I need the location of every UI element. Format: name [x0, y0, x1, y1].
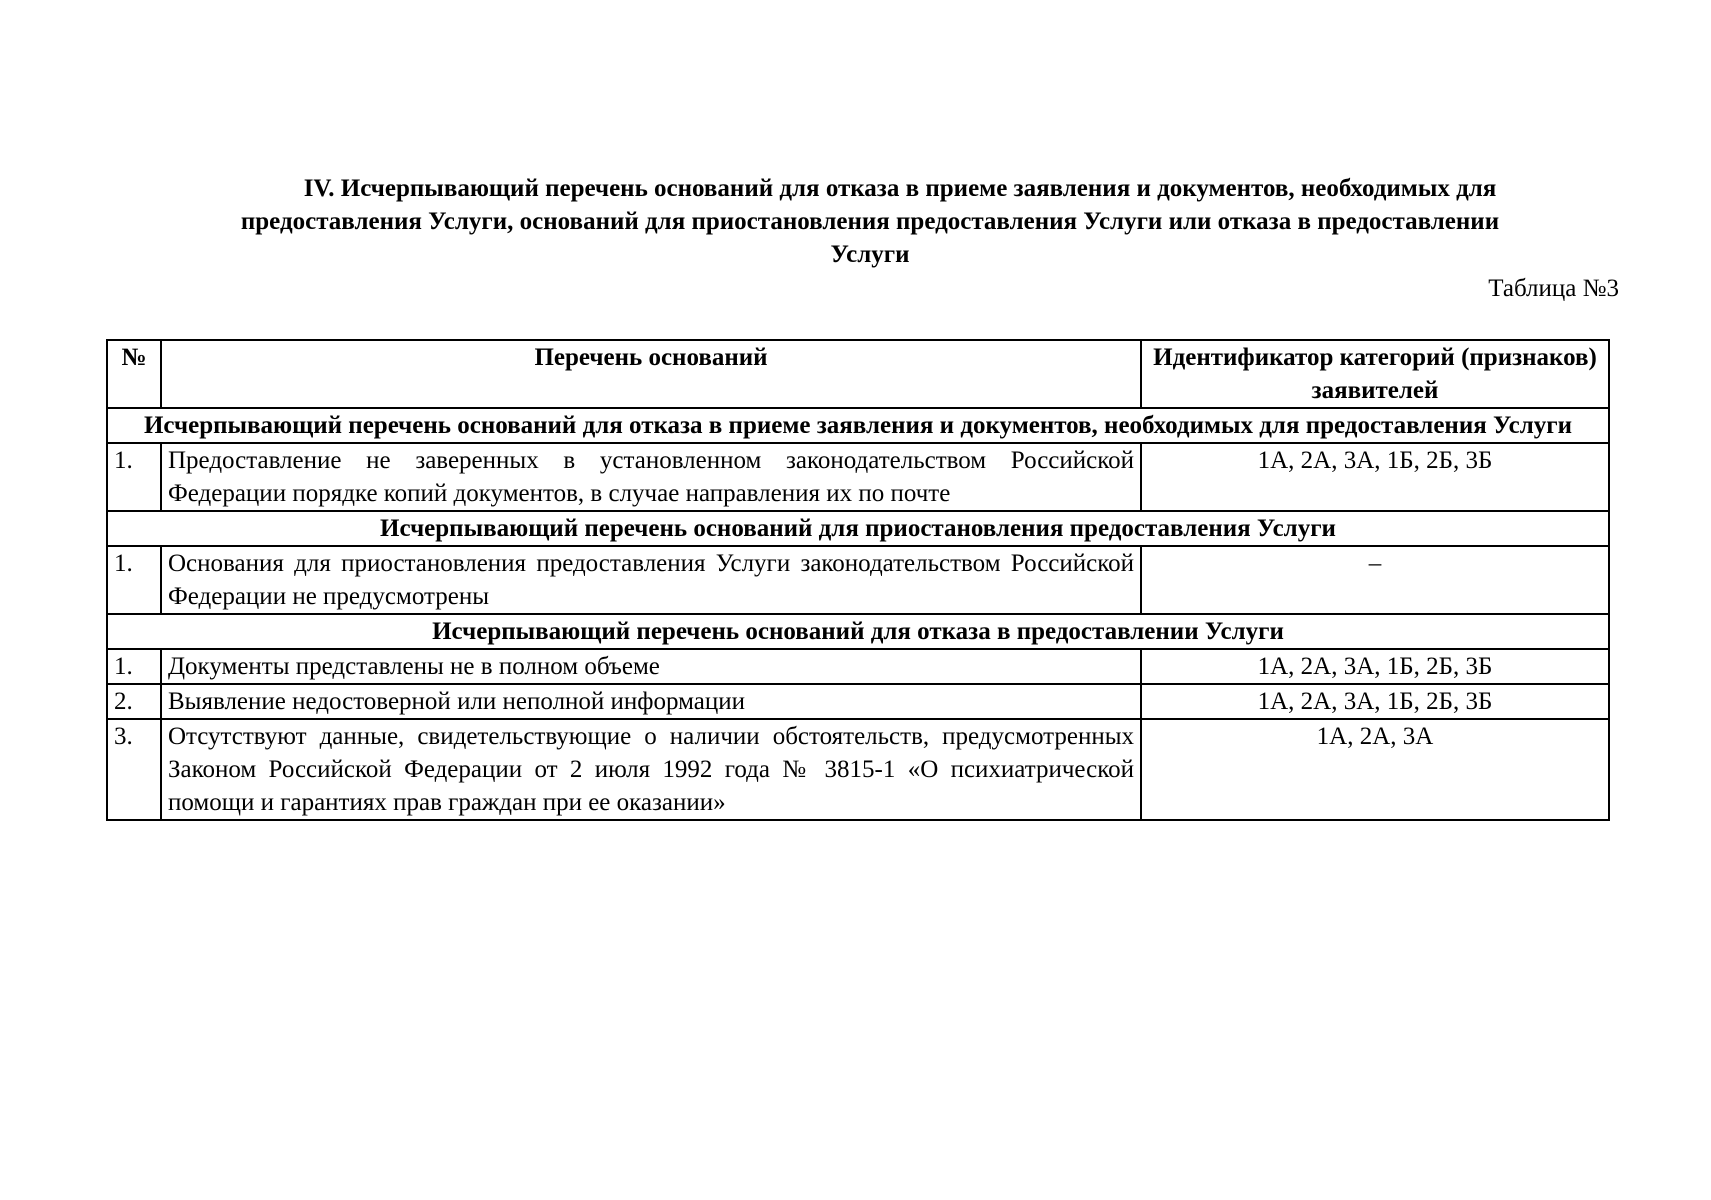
header-grounds: Перечень оснований — [161, 340, 1141, 408]
heading-line-1: IV. Исчерпывающий перечень оснований для отказа в приеме заявления и документов, необходимых для — [303, 175, 1497, 202]
row-ground-text: Отсутствуют данные, свидетельствующие о наличии обстоятельств, предусмотренных Законом Российской Федерации от 2 июля 1992 года № 3815-1 «О психиатрической помощи и гарантиях прав граждан при ее оказании» — [161, 719, 1141, 820]
row-applicant-ids: 1А, 2А, 3А, 1Б, 2Б, 3Б — [1141, 649, 1609, 684]
row-number: 3. — [107, 719, 161, 820]
row-ground-text: Основания для приостановления предоставления Услуги законодательством Российской Федерации не предусмотрены — [161, 546, 1141, 614]
row-ground-text: Предоставление не заверенных в установленном законодательством Российской Федерации порядке копий документов, в случае направления их по почте — [161, 443, 1141, 511]
section-title-refusal-acceptance: Исчерпывающий перечень оснований для отказа в приеме заявления и документов, необходимых для предоставления Услуги — [107, 408, 1609, 443]
row-number: 1. — [107, 443, 161, 511]
header-applicant-ids: Идентификатор категорий (признаков) заявителей — [1141, 340, 1609, 408]
section-row — [107, 614, 1609, 649]
table-row — [107, 719, 1609, 820]
row-ground-text: Выявление недостоверной или неполной информации — [161, 684, 1141, 719]
row-number: 1. — [107, 649, 161, 684]
grounds-table — [106, 339, 1610, 821]
row-ground-text: Документы представлены не в полном объеме — [161, 649, 1141, 684]
section-title-refusal-service: Исчерпывающий перечень оснований для отказа в предоставлении Услуги — [107, 614, 1609, 649]
table-header-row — [107, 340, 1609, 408]
table-row — [107, 443, 1609, 511]
section-title-suspension: Исчерпывающий перечень оснований для приостановления предоставления Услуги — [107, 511, 1609, 546]
row-number: 2. — [107, 684, 161, 719]
row-number: 1. — [107, 546, 161, 614]
row-applicant-ids: 1А, 2А, 3А, 1Б, 2Б, 3Б — [1141, 443, 1609, 511]
row-applicant-ids: 1А, 2А, 3А — [1141, 719, 1609, 820]
section-row — [107, 408, 1609, 443]
heading-line-2: предоставления Услуги, оснований для приостановления предоставления Услуги или отказа в предоставлении — [240, 208, 1500, 235]
row-applicant-ids: 1А, 2А, 3А, 1Б, 2Б, 3Б — [1141, 684, 1609, 719]
heading-line-3: Услуги — [830, 241, 910, 268]
table-row — [107, 546, 1609, 614]
section-heading — [130, 172, 1610, 271]
table-row — [107, 684, 1609, 719]
table-row — [107, 649, 1609, 684]
row-applicant-ids: – — [1141, 546, 1609, 614]
header-number: № — [107, 340, 161, 408]
table-caption: Таблица №3 — [1488, 275, 1619, 302]
section-row — [107, 511, 1609, 546]
